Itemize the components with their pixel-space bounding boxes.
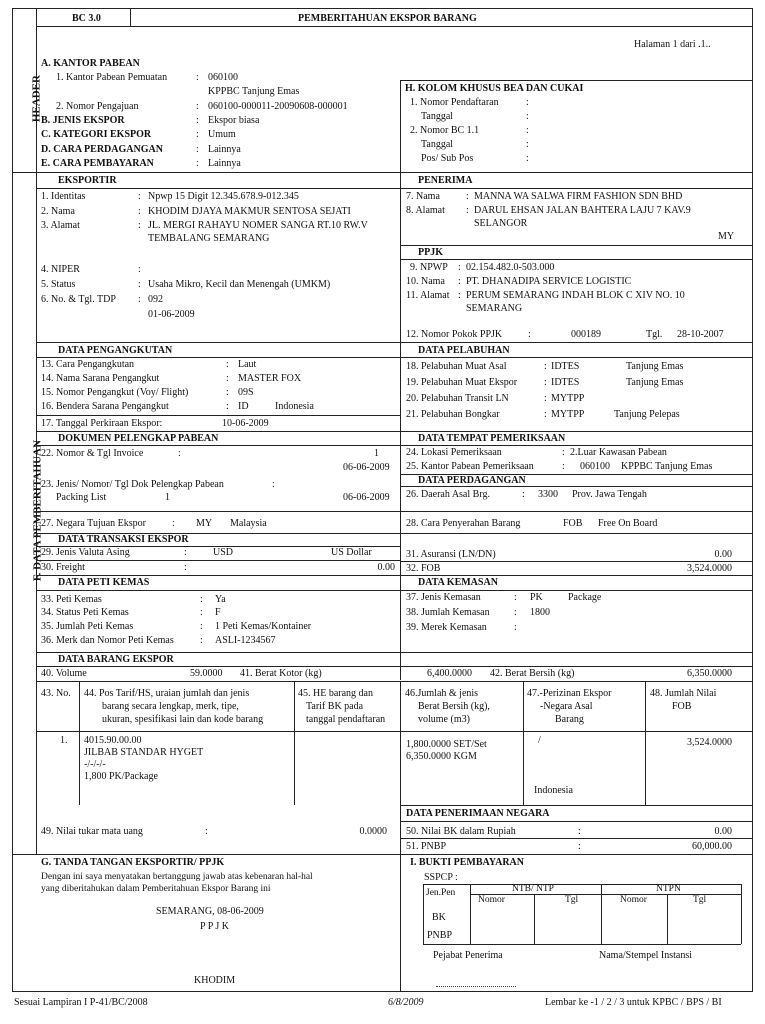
cara-pembayaran-label: E. CARA PEMBAYARAN (41, 158, 154, 169)
kemasan-heading: DATA KEMASAN (418, 577, 498, 588)
r35-value: 1 Peti Kemas/Kontainer (215, 621, 312, 632)
r27-label: 27. Negara Tujuan Ekspor (41, 518, 146, 529)
r36-label: 36. Merk dan Nomor Peti Kemas (41, 635, 174, 646)
nama-penerima-label: 7. Nama (406, 191, 440, 202)
r28-code: FOB (563, 518, 583, 529)
r26-code: 3300 (538, 489, 558, 500)
r25-label: 25. Kantor Pabean Pemeriksaan (406, 461, 534, 472)
r21-name: Tanjung Pelepas (614, 409, 680, 420)
r38-value: 1800 (530, 607, 550, 618)
col45-header-1: 45. HE barang dan (298, 688, 373, 699)
ntpn-header: NTPN (656, 884, 681, 894)
r51-label: 51. PNBP (406, 841, 447, 852)
nama-ppjk-label: 10. Nama (406, 276, 445, 287)
status-value: Usaha Mikro, Kecil dan Menengah (UMKM) (148, 279, 331, 290)
r19-label: 19. Pelabuhan Muat Ekspor (406, 377, 518, 388)
pnbp-label: PNBP (427, 930, 453, 941)
nama-penerima-value: MANNA WA SALWA FIRM FASHION SDN BHD (474, 191, 683, 202)
alamat-penerima-line1: DARUL EHSAN JALAN BAHTERA LAJU 7 KAV.9 (474, 205, 691, 216)
pokok-ppjk-value: 000189 (571, 329, 601, 340)
dokumen-heading: DOKUMEN PELENGKAP PABEAN (58, 433, 219, 444)
col44-header-2: barang secara lengkap, merk, tipe, (102, 701, 239, 712)
r26-name: Prov. Jawa Tengah (572, 489, 647, 500)
r15-value: 09S (238, 387, 254, 398)
eksportir-heading: EKSPORTIR (58, 175, 117, 186)
r14-value: MASTER FOX (238, 373, 302, 384)
tgl1-header: Tgl (565, 895, 579, 905)
footer-center: 6/8/2009 (388, 997, 424, 1008)
r40-label: 40. Volume (41, 668, 87, 679)
r31-value: 0.00 (714, 549, 732, 560)
col46-header-1: 46.Jumlah & jenis (405, 688, 479, 699)
item-no: 1. (60, 735, 68, 746)
r29-name: US Dollar (331, 547, 372, 558)
jenis-ekspor-value: Ekspor biasa (208, 115, 260, 126)
tdp-label: 6. No. & Tgl. TDP (41, 294, 116, 305)
r24-value: 2.Luar Kawasan Pabean (570, 447, 667, 458)
r30-label: 30. Freight (41, 562, 85, 573)
alamat-ppjk-line2: SEMARANG (466, 303, 523, 314)
r16-code: ID (238, 401, 249, 412)
col48-header-1: 48. Jumlah Nilai (650, 688, 717, 699)
r42-label: 42. Berat Bersih (kg) (490, 668, 575, 679)
pelabuhan-heading: DATA PELABUHAN (418, 345, 510, 356)
tdp-no: 092 (148, 294, 163, 305)
nomor-pendaftaran-label: 1. Nomor Pendaftaran (410, 97, 499, 108)
r18-name: Tanjung Emas (626, 361, 684, 372)
col47-header-3: Barang (555, 714, 584, 725)
sspcp-label: SSPCP : (424, 872, 458, 883)
r32-label: 32. FOB (406, 563, 441, 574)
npwp-label: 9. NPWP (410, 262, 448, 273)
item-qty-pkg: 1,800 PK/Package (84, 771, 158, 782)
r21-code: MYTPP (551, 409, 585, 420)
tempat-periksa-heading: DATA TEMPAT PEMERIKSAAN (418, 433, 566, 444)
r49-value: 0.0000 (359, 826, 387, 837)
r50-label: 50. Nilai BK dalam Rupiah (406, 826, 516, 837)
kantor-code: 060100 (208, 72, 238, 83)
tanda-tangan-text-2: yang diberitahukan dalam Pemberitahuan Ekspor Barang ini (41, 884, 271, 894)
r38-label: 38. Jumlah Kemasan (406, 607, 490, 618)
niper-label: 4. NIPER (41, 264, 80, 275)
page-info: Halaman 1 dari .1.. (634, 39, 711, 50)
item-qty1: 1,800.0000 SET/Set (406, 739, 487, 750)
r33-label: 33. Peti Kemas (41, 594, 102, 605)
export-declaration-form: HEADER F. DATA PEMBERITAHUAN BC 3.0 PEMBERITAHUAN EKSPOR BARANG Halaman 1 dari .1.. A. KANTOR PABEAN 1. Kantor Pabean Pemuatan : 060100 KPPBC Tanjung Emas 2. Nomor Pengajuan : 060100-000011-20090608-000001 B. JENIS EKSPOR : Ekspor biasa C. KATEGORI EKSPOR : Umum D. CARA PERDAGANGAN : Lainnya E. CARA PEMBAYARAN : Lainnya H. KOLOM KHUSUS BEA DAN CUKAI 1. Nomor Pendaftaran : Tanggal : 2. Nomor BC 1.1 : Tanggal : Pos/ Sub Pos : EKSPORTIR 1. Identitas : Npwp 15 Digit 12.345.678.9-012.345 2. Nama : KHODIM DJAYA MAKMUR SENTOSA SEJATI 3. Alamat : JL. MERGI RAHAYU NOMER SANGA RT.10 RW.V TEMBALANG SEMARANG 4. NIPER : 5. Status : Usaha Mikro, Kecil dan Menengah (UMKM) 6. No. & Tgl. TDP : 092 01-06-2009 PENERIMA 7. Nama : MANNA WA SALWA FIRM FASHION SDN BHD 8. Alamat : DARUL EHSAN JALAN BAHTERA LAJU 7 KAV.9 SELANGOR MY PPJK 9. NPWP : 02.154.482.0-503.000 10. Nama : PT. DHANADIPA SERVICE LOGISTIC 11. Alamat : PERUM SEMARANG INDAH BLOK C XIV NO. 10 SEMARANG 12. Nomor Pokok PPJK : 000189 Tgl. 28-10-2007 DATA PENGANGKUTAN DATA PELABUHAN 13. Cara Pengangkutan : Laut 14. Nama Sarana Pengangkut : MASTER FOX 15. Nomor Pengangkut (Voy/ Flight) : 09S 16. Bendera Sarana Pengangkut : ID Indonesia 17. Tanggal Perkiraan Ekspor: 10-06-2009 18. Pelabuhan Muat Asal : IDTES Tanjung Emas 19. Pelabuhan Muat Ekspor : IDTES Tanjung Emas 20. Pelabuhan Transit LN : MYTPP 21. Pelabuhan Bongkar : MYTPP Tanjung Pelepas DOKUMEN PELENGKAP PABEAN DATA TEMPAT PEMERIKSAAN 22. Nomor & Tgl Invoice : 1 06-06-2009 23. Jenis/ Nomor/ Tgl Dok Pelengkap Pabean : Packing List 1 06-06-2009 24. Lokasi Pemeriksaan : 2.Luar Kawasan Pabean 25. Kantor Pabean Pemeriksaan : 060100 KPPBC Tanjung Emas DATA PERDAGANGAN 26. Daerah Asal Brg. : 3300 Prov. Jawa Tengah 27. Negara Tujuan Ekspor : MY Malaysia 28. Cara Penyerahan Barang FOB Free On Board DATA TRANSAKSI EKSPOR 29. Jenis Valuta Asing : USD US Dollar 30. Freight : 0.00 31. Asuransi (LN/DN) 0.00 32. FOB 3,524.0000 DATA PETI KEMAS DATA KEMASAN 33. Peti Kemas : Ya 34. Status Peti Kemas : F 35. Jumlah Peti Kemas : 1 Peti Kemas/Kontainer 36. Merk dan Nomor Peti Kemas : ASLI-1234567 37. Jenis Kemasan : PK Package 38. Jumlah Kemasan : 1800 39. Merek Kemasan : DATA BARANG EKSPOR 40. Volume 59.0000 41. Berat Kotor (kg) 6,400.0000 42. Berat Bersih (kg) 6,350.0000 43. No. 44. Pos Tarif/HS, uraian jumlah dan jenis barang secara lengkap, merk, tipe, ukuran, spesifikasi lain dan kode barang 45. HE barang dan Tarif BK pada tanggal pendaftaran 46.Jumlah & jenis Berat Bersih (kg), volume (m3) 47.-Perizinan Ekspor -Negara Asal Barang 48. Jumlah Nilai FOB 1. 4015.90.00.00 JILBAB STANDAR HYGET -/-/-/- 1,800 PK/Package 1,800.0000 SET/Set 6,350.0000 KGM / Indonesia 3,524.0000 DATA PENERIMAAN NEGARA 49. Nilai tukar mata uang : 0.0000 50. Nilai BK dalam Rupiah : 0.00 51. PNBP : 60,000.00 G. TANDA TANGAN EKSPORTIR/ PPJK Dengan ini saya menyatakan bertanggung jawab atas kebenaran hal-hal yang diberitahukan dalam Pemberitahuan Ekspor Barang ini SEMARANG, 08-06-2009 P P J K KHODIM I. BUKTI PEMBAYARAN SSPCP : Jen.Pen NTB/ NTP NTPN Nomor Tgl Nomor Tgl BK PNBP Pejabat Penerima Nama/Stempel Instansi Sesuai Lampiran I P-41/BC/2008 6/8/2009 Lembar ke -1 / 2 / 3 untuk KPBC / BPS / BI (0, 0, 765, 1024)
jenis-ekspor-label: B. JENIS EKSPOR (41, 115, 125, 126)
pokok-ppjk-label: 12. Nomor Pokok PPJK (406, 329, 503, 340)
tanggal2-label: Tanggal (421, 139, 454, 150)
bukti-heading: I. BUKTI PEMBAYARAN (410, 857, 525, 868)
item-misc: -/-/-/- (84, 759, 106, 770)
r33-value: Ya (215, 594, 226, 605)
r14-label: 14. Nama Sarana Pengangkut (41, 373, 160, 384)
kantor-pabean-heading: A. KANTOR PABEAN (41, 58, 140, 69)
r20-code: MYTPP (551, 393, 585, 404)
alamat-ppjk-line1: PERUM SEMARANG INDAH BLOK C XIV NO. 10 (466, 290, 685, 301)
r17-value: 10-06-2009 (222, 418, 269, 429)
r16-name: Indonesia (275, 401, 314, 412)
item-qty2: 6,350.0000 KGM (406, 751, 477, 762)
ppjk-heading: PPJK (418, 247, 443, 258)
tanda-tangan-heading: G. TANDA TANGAN EKSPORTIR/ PPJK (41, 857, 225, 868)
identitas-label: 1. Identitas (41, 191, 86, 202)
r41-value: 6,400.0000 (427, 668, 472, 679)
perdagangan-heading: DATA PERDAGANGAN (418, 475, 526, 486)
r31-label: 31. Asuransi (LN/DN) (406, 549, 496, 560)
r27-code: MY (196, 518, 213, 529)
footer-right: Lembar ke -1 / 2 / 3 untuk KPBC / BPS / BI (545, 997, 722, 1008)
pengajuan-value: 060100-000011-20090608-000001 (208, 101, 348, 112)
r27-name: Malaysia (230, 518, 267, 529)
r36-value: ASLI-1234567 (215, 635, 276, 646)
r28-name: Free On Board (598, 518, 658, 529)
cara-perdagangan-label: D. CARA PERDAGANGAN (41, 144, 163, 155)
kategori-ekspor-label: C. KATEGORI EKSPOR (41, 129, 152, 140)
pejabat-signature-line (436, 986, 516, 987)
r20-label: 20. Pelabuhan Transit LN (406, 393, 509, 404)
item-hs: 4015.90.00.00 (84, 735, 142, 746)
col46-header-3: volume (m3) (418, 714, 470, 725)
r41-label: 41. Berat Kotor (kg) (240, 668, 322, 679)
header-side-label: HEADER (30, 75, 43, 123)
nomor1-header: Nomor (478, 895, 505, 905)
r23-label: 23. Jenis/ Nomor/ Tgl Dok Pelengkap Pabean (41, 479, 224, 490)
alamat-eksportir-line1: JL. MERGI RAHAYU NOMER SANGA RT.10 RW.V (148, 220, 368, 231)
r34-label: 34. Status Peti Kemas (41, 607, 129, 618)
signer-role: P P J K (200, 921, 229, 932)
tgl-ppjk-value: 28-10-2007 (677, 329, 724, 340)
col46-header-2: Berat Bersih (kg), (418, 701, 490, 712)
r18-code: IDTES (551, 361, 580, 372)
r25-code: 060100 (580, 461, 610, 472)
r25-name: KPPBC Tanjung Emas (621, 461, 713, 472)
item-fob: 3,524.0000 (687, 737, 732, 748)
pengangkutan-heading: DATA PENGANGKUTAN (58, 345, 173, 356)
nama-ppjk-value: PT. DHANADIPA SERVICE LOGISTIC (466, 276, 632, 287)
stempel-label: Nama/Stempel Instansi (599, 950, 693, 961)
r16-label: 16. Bendera Sarana Pengangkut (41, 401, 169, 412)
r34-value: F (215, 607, 221, 618)
peti-kemas-heading: DATA PETI KEMAS (58, 577, 150, 588)
r28-label: 28. Cara Penyerahan Barang (406, 518, 521, 529)
bea-cukai-heading: H. KOLOM KHUSUS BEA DAN CUKAI (405, 83, 584, 94)
r21-label: 21. Pelabuhan Bongkar (406, 409, 500, 420)
kantor-name: KPPBC Tanjung Emas (208, 86, 300, 97)
negara-penerima: MY (718, 231, 735, 242)
tgl-ppjk-label: Tgl. (646, 329, 663, 340)
r13-label: 13. Cara Pengangkutan (41, 359, 135, 370)
col48-header-2: FOB (672, 701, 692, 712)
npwp-value: 02.154.482.0-503.000 (466, 262, 555, 273)
nama-eksportir-label: 2. Nama (41, 206, 75, 217)
nama-eksportir-value: KHODIM DJAYA MAKMUR SENTOSA SEJATI (148, 206, 351, 217)
jen-pen-header: Jen.Pen (426, 888, 456, 898)
footer-left: Sesuai Lampiran I P-41/BC/2008 (14, 997, 148, 1008)
pos-sub-pos-label: Pos/ Sub Pos (421, 153, 474, 164)
col45-header-2: Tarif BK pada (306, 701, 364, 712)
ntb-ntp-header: NTB/ NTP (512, 884, 554, 894)
bk-label: BK (432, 912, 446, 923)
r15-label: 15. Nomor Pengangkut (Voy/ Flight) (41, 387, 189, 398)
r29-label: 29. Jenis Valuta Asing (41, 547, 130, 558)
r37-label: 37. Jenis Kemasan (406, 592, 481, 603)
col44-header-3: ukuran, spesifikasi lain dan kode barang (102, 714, 264, 725)
penerimaan-heading: DATA PENERIMAAN NEGARA (406, 808, 550, 819)
r18-label: 18. Pelabuhan Muat Asal (406, 361, 507, 372)
penerima-heading: PENERIMA (418, 175, 473, 186)
data-pemberitahuan-side-label: F. DATA PEMBERITAHUAN (31, 440, 44, 582)
tanda-tangan-text-1: Dengan ini saya menyatakan bertanggung jawab atas kebenaran hal-hal (41, 872, 313, 882)
col47-header-1: 47.-Perizinan Ekspor (527, 688, 612, 699)
r22-tgl: 06-06-2009 (343, 462, 390, 473)
kategori-ekspor-value: Umum (208, 129, 236, 140)
r24-label: 24. Lokasi Pemeriksaan (406, 447, 502, 458)
r40-value: 59.0000 (190, 668, 223, 679)
col43-header: 43. No. (41, 688, 71, 699)
pejabat-label: Pejabat Penerima (433, 950, 503, 961)
page-title: PEMBERITAHUAN EKSPOR BARANG (298, 13, 477, 24)
col45-header-3: tanggal pendaftaran (306, 714, 386, 725)
nomor-bc11-label: 2. Nomor BC 1.1 (410, 125, 480, 136)
alamat-penerima-label: 8. Alamat (406, 205, 445, 216)
r13-value: Laut (238, 359, 257, 370)
r50-value: 0.00 (714, 826, 732, 837)
identitas-value: Npwp 15 Digit 12.345.678.9-012.345 (148, 191, 299, 202)
r37-code: PK (530, 592, 543, 603)
r23-no: 1 (165, 492, 170, 503)
kantor-label: 1. Kantor Pabean Pemuatan (56, 72, 168, 83)
r17-label: 17. Tanggal Perkiraan Ekspor: (41, 418, 163, 429)
r23-jenis: Packing List (56, 492, 107, 503)
alamat-ppjk-label: 11. Alamat (406, 290, 450, 301)
r37-name: Package (568, 592, 602, 603)
r26-label: 26. Daerah Asal Brg. (406, 489, 490, 500)
pengajuan-label: 2. Nomor Pengajuan (56, 101, 139, 112)
alamat-eksportir-label: 3. Alamat (41, 220, 80, 231)
item-izin: / (538, 735, 541, 746)
transaksi-heading: DATA TRANSAKSI EKSPOR (58, 534, 189, 545)
status-label: 5. Status (41, 279, 76, 290)
barang-heading: DATA BARANG EKSPOR (58, 654, 174, 665)
r19-name: Tanjung Emas (626, 377, 684, 388)
signer-name: KHODIM (194, 975, 236, 986)
place-date: SEMARANG, 08-06-2009 (156, 906, 264, 917)
r32-value: 3,524.0000 (687, 563, 732, 574)
r19-code: IDTES (551, 377, 580, 388)
tdp-tgl: 01-06-2009 (148, 309, 195, 320)
col47-header-2: -Negara Asal (540, 701, 593, 712)
r42-value: 6,350.0000 (687, 668, 732, 679)
tgl2-header: Tgl (693, 895, 707, 905)
r35-label: 35. Jumlah Peti Kemas (41, 621, 134, 632)
cara-perdagangan-value: Lainnya (208, 144, 241, 155)
col44-header-1: 44. Pos Tarif/HS, uraian jumlah dan jenis (84, 688, 250, 699)
tanggal-label: Tanggal (421, 111, 454, 122)
r49-label: 49. Nilai tukar mata uang (41, 826, 143, 837)
r22-label: 22. Nomor & Tgl Invoice (41, 448, 144, 459)
r30-value: 0.00 (377, 562, 395, 573)
nomor2-header: Nomor (620, 895, 647, 905)
r39-label: 39. Merek Kemasan (406, 622, 487, 633)
cara-pembayaran-value: Lainnya (208, 158, 241, 169)
r29-code: USD (213, 547, 234, 558)
alamat-eksportir-line2: TEMBALANG SEMARANG (148, 233, 270, 244)
alamat-penerima-line2: SELANGOR (474, 218, 528, 229)
r22-no: 1 (374, 448, 379, 459)
doc-code: BC 3.0 (72, 13, 101, 24)
r23-tgl: 06-06-2009 (343, 492, 390, 503)
r51-value: 60,000.00 (692, 841, 732, 852)
item-negara: Indonesia (534, 785, 573, 796)
item-desc: JILBAB STANDAR HYGET (84, 747, 204, 758)
